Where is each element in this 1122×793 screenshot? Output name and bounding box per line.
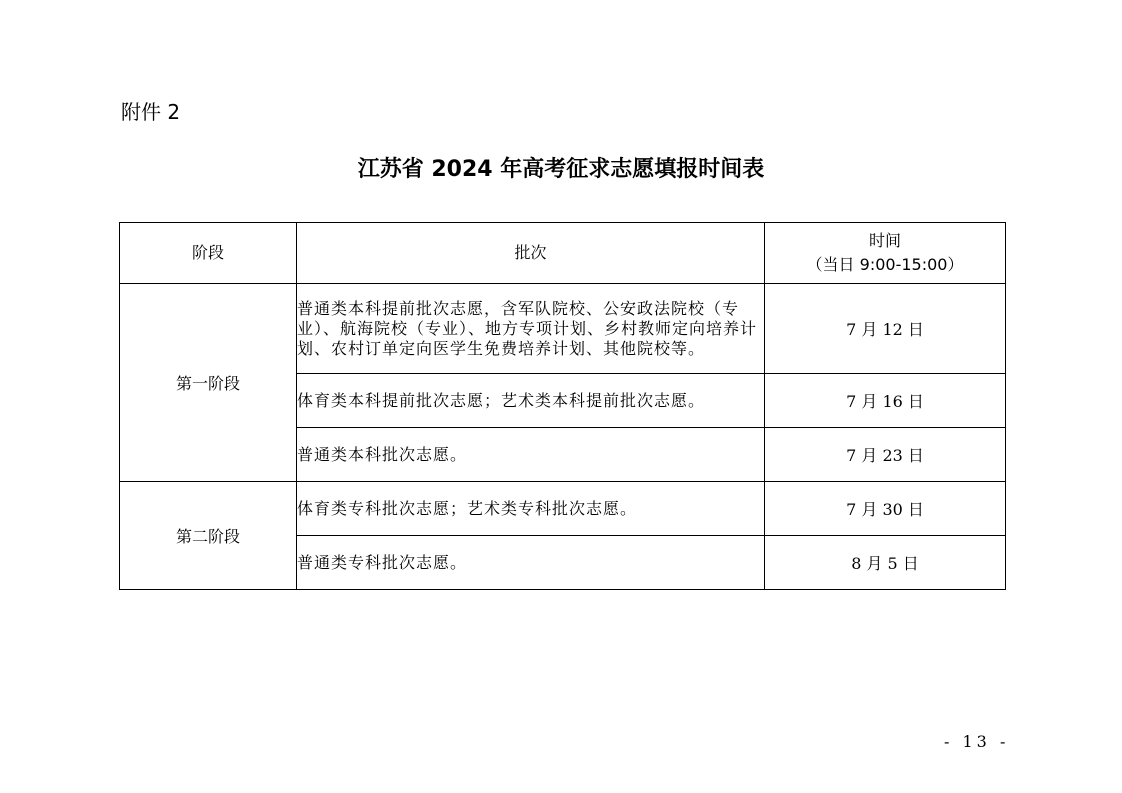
batch-cell: 普通类本科提前批次志愿，含军队院校、公安政法院校（专业）、航海院校（专业）、地方专项计划、乡村教师定向培养计划、农村订单定向医学生免费培养计划、其他院校等。 <box>297 284 765 374</box>
table-row <box>120 482 1006 536</box>
document-title: 江苏省 2024 年高考征求志愿填报时间表 <box>357 157 765 182</box>
header-stage: 阶段 <box>120 223 297 284</box>
batch-cell: 普通类本科批次志愿。 <box>297 428 765 482</box>
batch-cell: 普通类专科批次志愿。 <box>297 536 765 590</box>
header-batch: 批次 <box>297 223 765 284</box>
date-cell: 7 月 16 日 <box>765 374 1006 428</box>
table-header-row <box>120 223 1006 284</box>
schedule-table <box>119 222 1006 590</box>
batch-cell: 体育类专科批次志愿；艺术类专科批次志愿。 <box>297 482 765 536</box>
date-cell: 7 月 30 日 <box>765 482 1006 536</box>
date-cell: 7 月 12 日 <box>765 284 1006 374</box>
date-cell: 7 月 23 日 <box>765 428 1006 482</box>
batch-cell: 体育类本科提前批次志愿；艺术类本科提前批次志愿。 <box>297 374 765 428</box>
stage-cell: 第一阶段 <box>120 284 297 482</box>
date-cell: 8 月 5 日 <box>765 536 1006 590</box>
header-time-note: （当日 9:00-15:00） <box>806 255 964 274</box>
stage-cell: 第二阶段 <box>120 482 297 590</box>
attachment-label: 附件 2 <box>121 100 181 124</box>
header-time-label: 时间 <box>868 231 901 250</box>
table-row <box>120 284 1006 374</box>
page-number: - 13 - <box>944 732 1010 751</box>
header-time <box>765 223 1006 284</box>
